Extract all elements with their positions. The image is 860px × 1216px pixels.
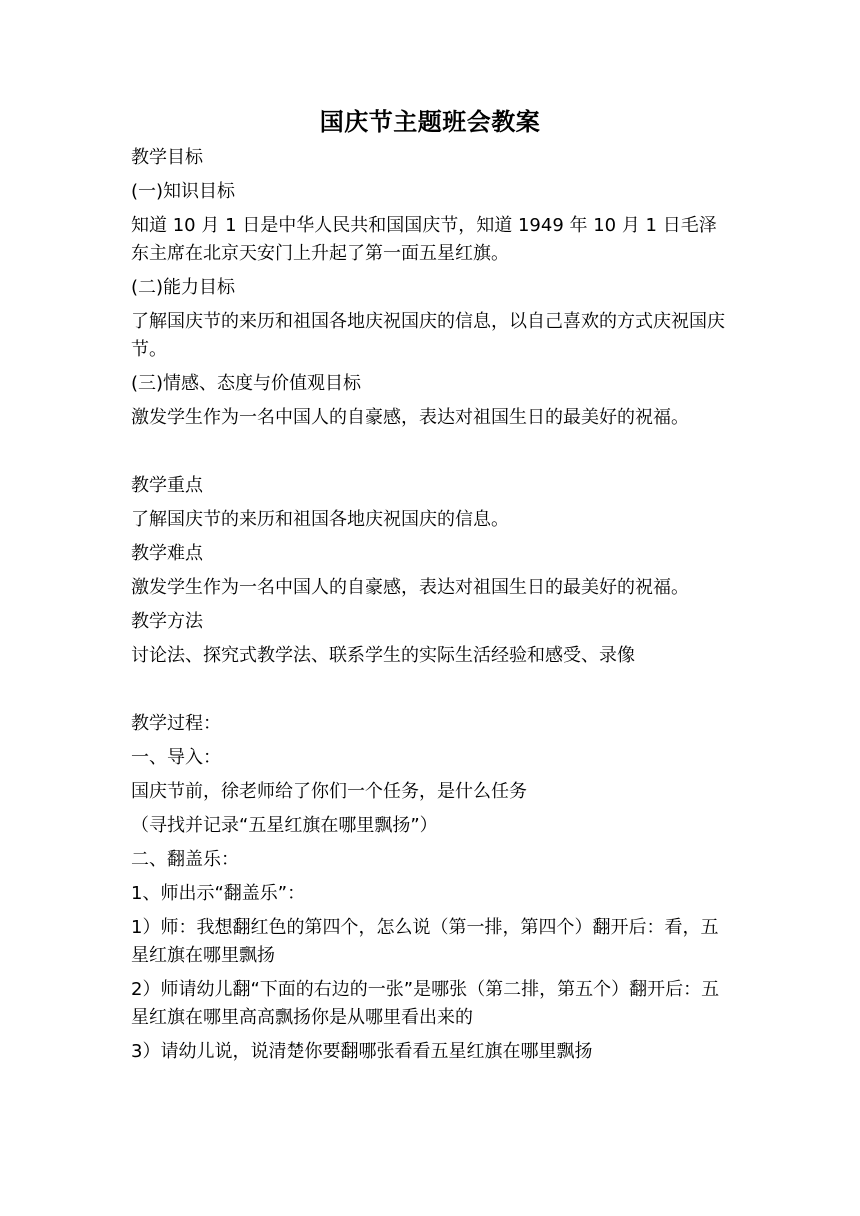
heading-teaching-goals: 教学目标: [131, 147, 203, 168]
paragraph-flip-game-item-2: 2）师请幼儿翻“下面的右边的一张”是哪张（第二排，第五个）翻开后：五星红旗在哪里高高飘扬你是从哪里看出来的: [131, 979, 720, 1028]
spacer: [131, 676, 731, 710]
subheading-ability-goal: (二)能力目标: [131, 277, 236, 298]
document-body: [131, 144, 731, 1072]
heading-teaching-difficulty: 教学难点: [131, 543, 203, 564]
heading-teaching-method: 教学方法: [131, 611, 203, 632]
heading-teaching-process: 教学过程：: [131, 713, 221, 734]
subheading-flip-game: 二、翻盖乐：: [131, 849, 239, 870]
paragraph-teaching-focus: 了解国庆节的来历和祖国各地庆祝国庆的信息。: [131, 509, 509, 530]
paragraph-emotion-goal: 激发学生作为一名中国人的自豪感，表达对祖国生日的最美好的祝福。: [131, 407, 689, 428]
paragraph-flip-game-step: 1、师出示“翻盖乐”：: [131, 883, 306, 904]
paragraph-flip-game-item-3: 3）请幼儿说，说清楚你要翻哪张看看五星红旗在哪里飘扬: [131, 1041, 593, 1062]
paragraph-knowledge-goal: 知道 10 月 1 日是中华人民共和国国庆节，知道 1949 年 10 月 1 日毛泽东主席在北京天安门上升起了第一面五星红旗。: [131, 215, 717, 264]
paragraph-introduction-note: （寻找并记录“五星红旗在哪里飘扬”）: [131, 815, 438, 836]
spacer: [131, 438, 731, 472]
subheading-knowledge-goal: (一)知识目标: [131, 181, 236, 202]
heading-teaching-focus: 教学重点: [131, 475, 203, 496]
paragraph-flip-game-item-1: 1）师：我想翻红色的第四个，怎么说（第一排，第四个）翻开后：看，五星红旗在哪里飘扬: [131, 917, 719, 966]
paragraph-introduction: 国庆节前，徐老师给了你们一个任务，是什么任务: [131, 781, 527, 802]
subheading-emotion-goal: (三)情感、态度与价值观目标: [131, 373, 362, 394]
paragraph-teaching-method: 讨论法、探究式教学法、联系学生的实际生活经验和感受、录像: [131, 645, 635, 666]
subheading-introduction: 一、导入：: [131, 747, 221, 768]
paragraph-teaching-difficulty: 激发学生作为一名中国人的自豪感，表达对祖国生日的最美好的祝福。: [131, 577, 689, 598]
document-title: 国庆节主题班会教案: [319, 108, 541, 136]
paragraph-ability-goal: 了解国庆节的来历和祖国各地庆祝国庆的信息，以自己喜欢的方式庆祝国庆节。: [131, 311, 725, 360]
